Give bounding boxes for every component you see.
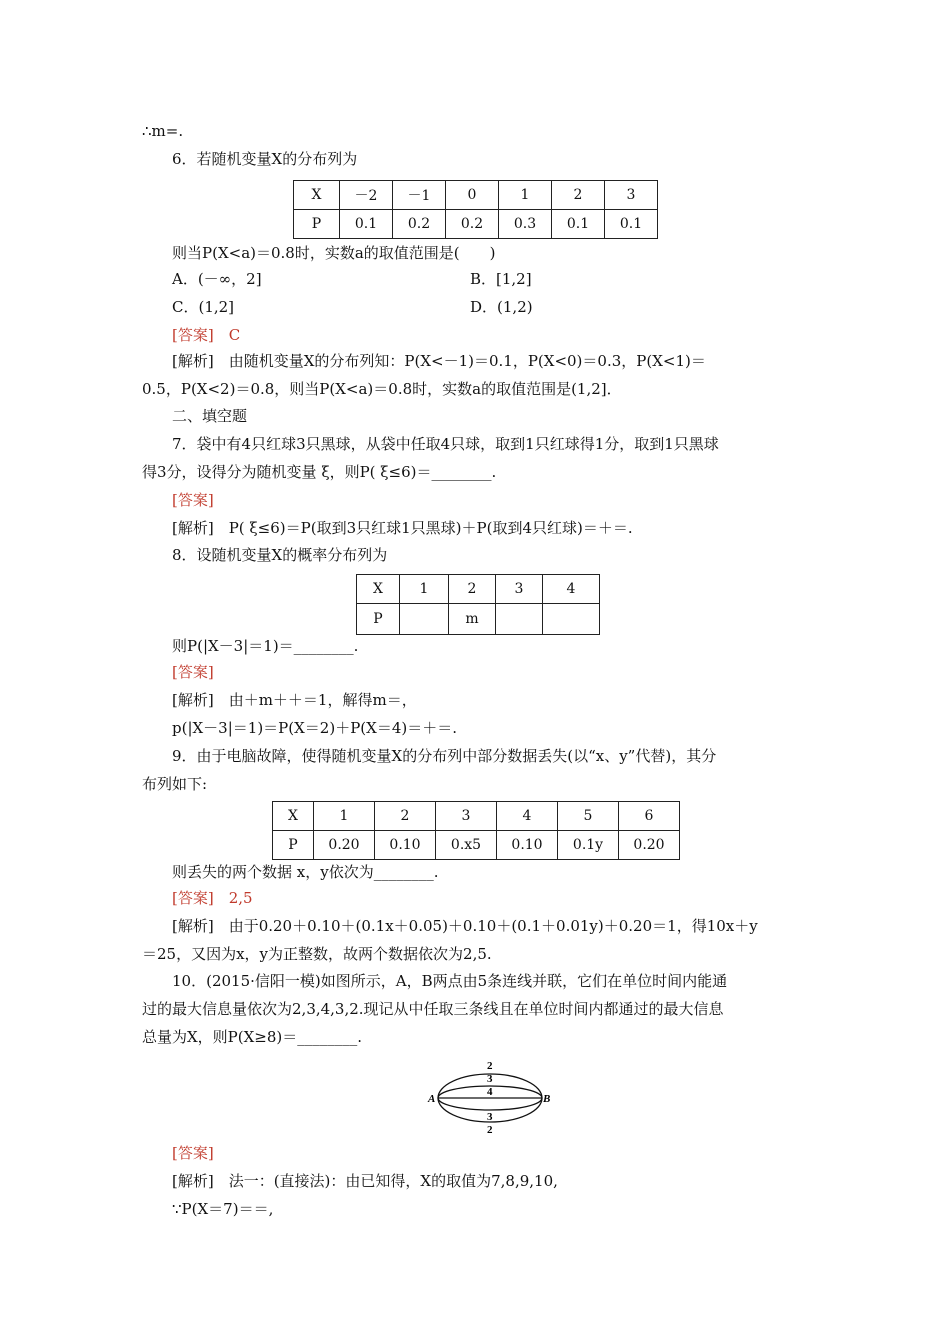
cell: 0.1: [340, 210, 393, 239]
cell: 3: [436, 802, 497, 831]
line-label: 3: [487, 1111, 493, 1123]
question-7: 7．袋中有4只红球3只黑球，从袋中任取4只球，取到1只红球得1分，取到1只黑球: [172, 435, 719, 453]
option-b: B．[1,2]: [470, 270, 532, 288]
cell: 1: [499, 181, 552, 210]
parallel-lines-figure: [425, 1055, 555, 1140]
cell: 1: [314, 802, 375, 831]
point-a-label: A: [428, 1093, 436, 1105]
cell: 6: [619, 802, 680, 831]
cell: 0.3: [499, 210, 552, 239]
line-label: 3: [487, 1073, 493, 1085]
cell: X: [357, 575, 400, 604]
question-9: 9．由于电脑故障，使得随机变量X的分布列中部分数据丢失(以“x、y”代替)，其分: [172, 747, 717, 765]
answer-tag: [答案]: [172, 1144, 214, 1162]
explanation-line: ∵P(X＝7)＝＝,: [172, 1200, 274, 1218]
text-line: 过的最大信息量依次为2,3,4,3,2.现记从中任取三条线且在单位时间内都通过的最大信息: [142, 1000, 724, 1018]
cell: 0.1: [552, 210, 605, 239]
section-heading: 二、填空题: [172, 407, 248, 425]
cell: 0.10: [497, 831, 558, 860]
point-b-label: B: [543, 1093, 551, 1105]
question-6: 6．若随机变量X的分布列为: [172, 150, 358, 168]
explanation-line: ＝25，又因为x，y为正整数，故两个数据依次为2,5.: [142, 945, 492, 963]
cell: 0.2: [393, 210, 446, 239]
cell: 2: [552, 181, 605, 210]
text-line: 得3分，设得分为随机变量 ξ，则P( ξ≤6)＝________.: [142, 463, 497, 481]
cell: X: [273, 802, 314, 831]
option-d: D．(1,2): [470, 298, 533, 316]
cell: 0.20: [619, 831, 680, 860]
line-label: 2: [487, 1060, 493, 1072]
cell: P: [273, 831, 314, 860]
question-8: 8．设随机变量X的概率分布列为: [172, 546, 388, 564]
explanation-line: [解析] P( ξ≤6)＝P(取到3只红球1只黑球)＋P(取到4只红球)＝＋＝.: [172, 519, 633, 537]
cell: 4: [543, 575, 600, 604]
answer-tag: [答案]: [172, 663, 214, 681]
text-line: 布列如下:: [142, 775, 208, 793]
line-label: 2: [487, 1124, 493, 1136]
cell: 0.1: [605, 210, 658, 239]
cell: 4: [497, 802, 558, 831]
question-10: 10．(2015·信阳一模)如图所示，A，B两点由5条连线并联，它们在单位时间内能通: [172, 972, 728, 990]
cell: m: [449, 604, 496, 635]
text-line: ∴m=.: [142, 122, 184, 140]
cell: 0.20: [314, 831, 375, 860]
cell: －1: [393, 181, 446, 210]
answer-tag: [答案] 2,5: [172, 889, 253, 907]
cell: 2: [449, 575, 496, 604]
answer-tag: [答案] C: [172, 326, 241, 344]
cell: 2: [375, 802, 436, 831]
cell: 1: [400, 575, 449, 604]
option-c: C．(1,2]: [172, 298, 235, 316]
cell: 0: [446, 181, 499, 210]
explanation-line: [解析] 由随机变量X的分布列知：P(X<－1)＝0.1，P(X<0)＝0.3，P(X<1)＝: [172, 352, 706, 370]
cell: 5: [558, 802, 619, 831]
answer-tag: [答案]: [172, 491, 214, 509]
table-q9: [272, 801, 680, 860]
cell: [400, 604, 449, 635]
cell: [543, 604, 600, 635]
explanation-line: p(|X－3|＝1)＝P(X＝2)＋P(X＝4)＝＋＝.: [172, 719, 457, 737]
cell: P: [357, 604, 400, 635]
cell: 3: [496, 575, 543, 604]
text-line: 则丢失的两个数据 x，y依次为________.: [172, 863, 439, 881]
explanation-line: [解析] 由＋m＋＋＝1，解得m＝，: [172, 691, 417, 709]
cell: 3: [605, 181, 658, 210]
cell: X: [294, 181, 340, 210]
explanation-line: [解析] 由于0.20＋0.10＋(0.1x＋0.05)＋0.10＋(0.1＋0.01y)＋0.20＝1，得10x＋y: [172, 917, 758, 935]
text-line: 总量为X，则P(X≥8)＝________.: [142, 1028, 363, 1046]
cell: 0.2: [446, 210, 499, 239]
cell: －2: [340, 181, 393, 210]
table-q8: [356, 574, 600, 635]
cell: 0.1y: [558, 831, 619, 860]
option-a: A．(－∞，2]: [172, 270, 262, 288]
text-line: 则P(|X－3|＝1)＝________.: [172, 637, 359, 655]
table-q6: [293, 180, 658, 239]
cell: 0.10: [375, 831, 436, 860]
line-label: 4: [487, 1086, 493, 1098]
cell: 0.x5: [436, 831, 497, 860]
explanation-line: 0.5，P(X<2)＝0.8，则当P(X<a)＝0.8时，实数a的取值范围是(1,2]．: [142, 380, 622, 398]
cell: [496, 604, 543, 635]
text-line: 则当P(X<a)＝0.8时，实数a的取值范围是( ): [172, 244, 496, 262]
cell: P: [294, 210, 340, 239]
explanation-line: [解析] 法一：(直接法)：由已知得，X的取值为7,8,9,10,: [172, 1172, 558, 1190]
